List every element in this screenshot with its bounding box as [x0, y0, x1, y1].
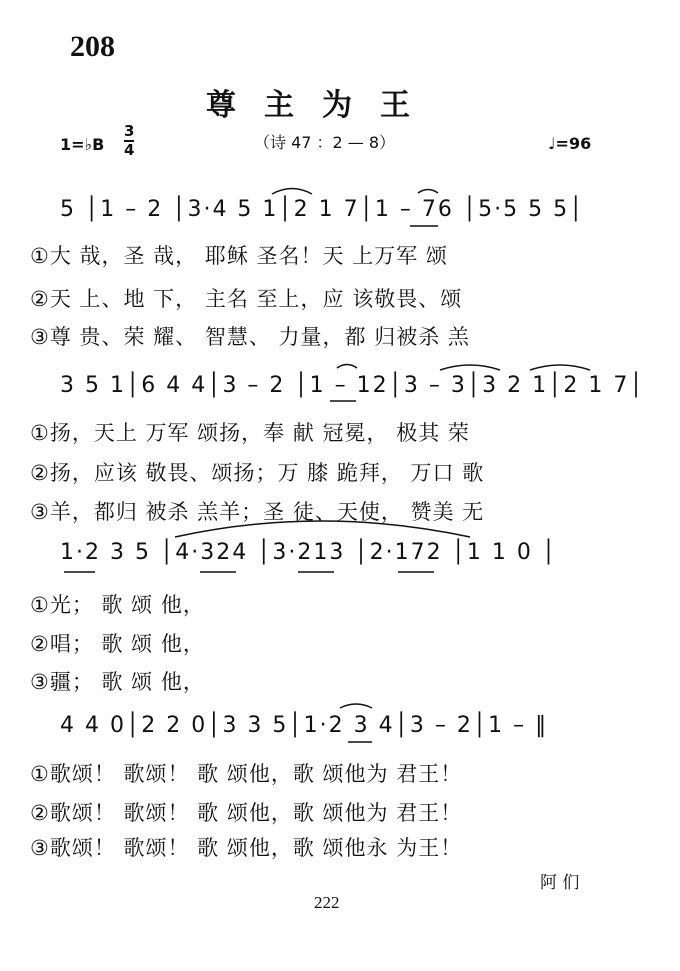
system-1-verse-3: ③尊 贵、荣 耀、 智慧、 力量，都 归被杀 羔	[30, 325, 470, 349]
time-signature-bottom: 4	[124, 141, 135, 159]
amen-text: 阿 们	[540, 873, 580, 893]
system-4-verse-2: ②歌颂！ 歌颂！ 歌 颂他，歌 颂他为 君王！	[30, 801, 463, 825]
system-1-verse-2: ②天 上、地 下， 主名 至上，应 该敬畏、颂	[30, 287, 463, 311]
tie-mark	[272, 189, 312, 195]
tie-mark	[440, 365, 500, 370]
system-2-verse-2: ②扬，应该 敬畏、颂扬；万 膝 跪拜， 万口 歌	[30, 461, 485, 485]
tempo-marking: ♩=96	[548, 134, 592, 153]
tie-mark	[418, 190, 438, 194]
time-signature-top: 3	[124, 122, 135, 140]
hymn-number: 208	[70, 30, 115, 63]
system-1-notes: 5 │1 – 2 │3·4 5 1│2 1 7│1 – 76 │5·5 5 5│	[60, 197, 585, 222]
scripture-reference: （诗 47 ：2 — 8）	[254, 133, 396, 152]
tie-mark	[340, 704, 372, 708]
system-2-notes: 3 5 1│6 4 4│3 – 2 │1 – 12│3 – 3│3 2 1│2 1 7│	[60, 373, 645, 398]
key-signature: 1=♭B	[60, 135, 105, 154]
tie-mark	[337, 365, 357, 369]
system-4-verse-1: ①歌颂！ 歌颂！ 歌 颂他，歌 颂他为 君王！	[30, 762, 463, 786]
hymn-title: 尊主为王	[206, 88, 438, 123]
system-4-notes: 4 4 0│2 2 0│3 3 5│1·2 3 4│3 – 2│1 – ‖	[60, 713, 549, 738]
system-2-verse-3: ③羊，都归 被杀 羔羊；圣 徒、天使， 赞美 无	[30, 500, 485, 524]
system-4-verse-3: ③歌颂！ 歌颂！ 歌 颂他，歌 颂他永 为王！	[30, 836, 463, 860]
system-3-notes: 1·2 3 5 │4·324 │3·213 │2·172 │1 1 0 │	[60, 540, 558, 565]
slur-mark	[175, 521, 470, 537]
page-number: 222	[314, 893, 340, 912]
system-3-verse-2: ②唱； 歌 颂 他，	[30, 632, 205, 656]
tie-mark	[530, 365, 590, 370]
system-3-verse-3: ③疆； 歌 颂 他，	[30, 670, 205, 694]
system-1-verse-1: ①大 哉，圣 哉， 耶稣 圣名！天 上万军 颂	[30, 244, 448, 268]
system-3-verse-1: ①光； 歌 颂 他，	[30, 593, 205, 617]
system-2-verse-1: ①扬，天上 万军 颂扬，奉 献 冠冕， 极其 荣	[30, 421, 470, 445]
